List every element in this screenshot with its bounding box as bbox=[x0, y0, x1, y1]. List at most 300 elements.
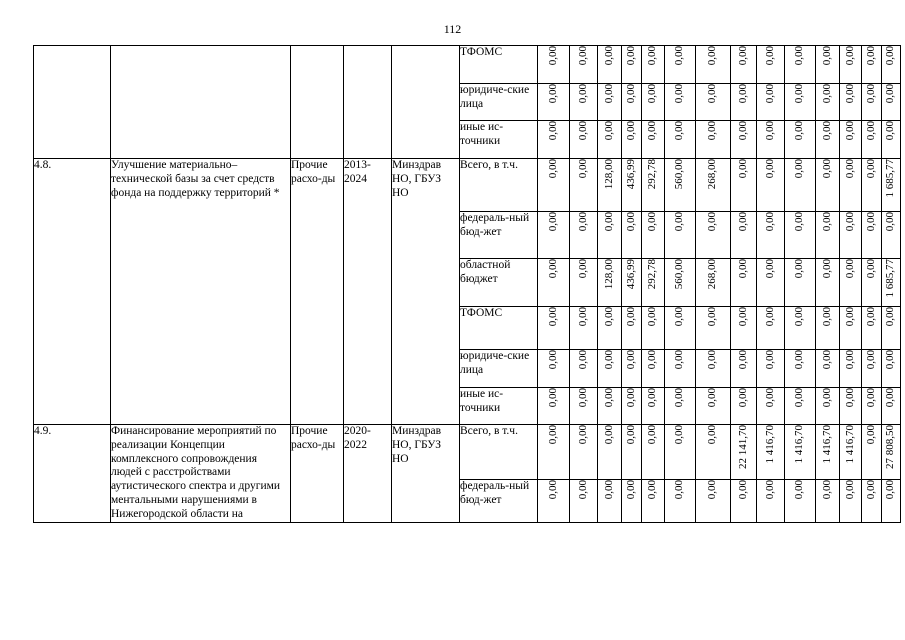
value-text: 1 685,77 bbox=[884, 259, 897, 298]
value-text: 22 141,70 bbox=[736, 425, 749, 469]
value-cell bbox=[882, 46, 901, 84]
value-cell bbox=[882, 259, 901, 307]
value-cell bbox=[785, 259, 816, 307]
value-text: 0,00 bbox=[546, 84, 559, 104]
table-row bbox=[34, 425, 901, 480]
value-text: 0,00 bbox=[546, 121, 559, 141]
value-cell bbox=[882, 212, 901, 259]
value-cell bbox=[622, 480, 642, 523]
item-number: 4.8. bbox=[34, 159, 111, 425]
value-text: 0,00 bbox=[546, 480, 559, 500]
value-text: 0,00 bbox=[624, 388, 637, 408]
value-text: 0,00 bbox=[843, 46, 856, 66]
value-text: 0,00 bbox=[673, 480, 686, 500]
value-cell bbox=[622, 350, 642, 388]
value-cell bbox=[538, 425, 570, 480]
value-text: 0,00 bbox=[602, 212, 615, 232]
budget-table bbox=[33, 45, 901, 523]
value-cell bbox=[757, 159, 785, 212]
value-text: 268,00 bbox=[706, 259, 719, 290]
value-cell bbox=[598, 388, 622, 425]
value-cell bbox=[665, 388, 696, 425]
value-text: 0,00 bbox=[820, 84, 833, 104]
value-text: 0,00 bbox=[673, 212, 686, 232]
value-cell bbox=[570, 84, 598, 121]
value-cell bbox=[696, 425, 731, 480]
value-text: 0,00 bbox=[602, 84, 615, 104]
funding-source: областной бюджет bbox=[460, 259, 538, 307]
value-text: 0,00 bbox=[602, 480, 615, 500]
value-text: 0,00 bbox=[843, 121, 856, 141]
value-cell bbox=[538, 159, 570, 212]
value-cell bbox=[862, 159, 882, 212]
value-text: 0,00 bbox=[576, 159, 589, 179]
item-name: Финансирование мероприятий по реализации Концепции комплексного сопровождения людей с расстройствами аутистического спектра и другими ментальными нарушениями в Нижегородской области на bbox=[111, 425, 291, 523]
value-cell bbox=[862, 46, 882, 84]
value-cell bbox=[570, 212, 598, 259]
value-cell bbox=[570, 350, 598, 388]
value-text: 0,00 bbox=[576, 84, 589, 104]
value-cell bbox=[598, 480, 622, 523]
value-cell bbox=[862, 212, 882, 259]
value-cell bbox=[785, 480, 816, 523]
value-text: 0,00 bbox=[546, 350, 559, 370]
value-cell bbox=[862, 350, 882, 388]
value-text: 0,00 bbox=[736, 388, 749, 408]
value-text: 0,00 bbox=[706, 480, 719, 500]
value-cell bbox=[665, 307, 696, 350]
page-number: 112 bbox=[443, 22, 462, 36]
value-cell bbox=[696, 388, 731, 425]
value-text: 0,00 bbox=[736, 212, 749, 232]
value-text: 0,00 bbox=[820, 259, 833, 279]
value-cell bbox=[840, 159, 862, 212]
value-text: 0,00 bbox=[793, 212, 806, 232]
value-cell bbox=[598, 212, 622, 259]
value-cell bbox=[816, 84, 840, 121]
value-cell bbox=[665, 159, 696, 212]
value-text: 0,00 bbox=[602, 425, 615, 445]
value-cell bbox=[538, 46, 570, 84]
value-text: 0,00 bbox=[624, 480, 637, 500]
value-text: 0,00 bbox=[884, 212, 897, 232]
value-cell bbox=[785, 46, 816, 84]
value-cell bbox=[642, 46, 665, 84]
item-executor: Минздрав НО, ГБУЗ НО bbox=[392, 425, 460, 523]
value-text: 0,00 bbox=[793, 259, 806, 279]
value-text: 436,99 bbox=[624, 159, 637, 190]
value-text: 128,00 bbox=[602, 259, 615, 290]
value-text: 0,00 bbox=[820, 121, 833, 141]
funding-source: ТФОМС bbox=[460, 46, 538, 84]
value-text: 0,00 bbox=[706, 388, 719, 408]
value-text: 0,00 bbox=[646, 121, 659, 141]
value-cell bbox=[882, 425, 901, 480]
value-text: 0,00 bbox=[843, 259, 856, 279]
value-text: 0,00 bbox=[763, 84, 776, 104]
value-text: 0,00 bbox=[820, 388, 833, 408]
value-cell bbox=[840, 259, 862, 307]
value-cell bbox=[642, 480, 665, 523]
value-text: 0,00 bbox=[736, 480, 749, 500]
item-period: 2013-2024 bbox=[344, 159, 392, 425]
value-cell bbox=[570, 46, 598, 84]
funding-source: иные ис-точники bbox=[460, 388, 538, 425]
value-text: 0,00 bbox=[736, 159, 749, 179]
value-text: 0,00 bbox=[820, 480, 833, 500]
value-text: 0,00 bbox=[624, 307, 637, 327]
item-number-cell bbox=[34, 46, 111, 159]
value-text: 0,00 bbox=[884, 307, 897, 327]
value-text: 0,00 bbox=[763, 350, 776, 370]
value-cell bbox=[731, 259, 757, 307]
value-text: 0,00 bbox=[602, 388, 615, 408]
value-cell bbox=[570, 121, 598, 159]
item-name-cell bbox=[111, 46, 291, 159]
value-text: 0,00 bbox=[706, 425, 719, 445]
value-text: 0,00 bbox=[624, 212, 637, 232]
value-text: 0,00 bbox=[763, 46, 776, 66]
value-text: 0,00 bbox=[576, 388, 589, 408]
value-cell bbox=[840, 46, 862, 84]
item-name: Улучшение материально–технической базы за счет средств фонда на поддержку территорий * bbox=[111, 159, 291, 425]
value-text: 0,00 bbox=[546, 46, 559, 66]
funding-source: Всего, в т.ч. bbox=[460, 425, 538, 480]
value-cell bbox=[816, 212, 840, 259]
value-text: 0,00 bbox=[624, 350, 637, 370]
value-cell bbox=[882, 121, 901, 159]
value-cell bbox=[598, 307, 622, 350]
value-text: 128,00 bbox=[602, 159, 615, 190]
value-cell bbox=[862, 259, 882, 307]
value-cell bbox=[538, 212, 570, 259]
value-cell bbox=[696, 307, 731, 350]
value-text: 0,00 bbox=[736, 350, 749, 370]
value-text: 0,00 bbox=[793, 480, 806, 500]
value-text: 0,00 bbox=[546, 388, 559, 408]
value-cell bbox=[696, 84, 731, 121]
value-text: 0,00 bbox=[706, 307, 719, 327]
value-text: 0,00 bbox=[864, 259, 877, 279]
value-text: 0,00 bbox=[793, 159, 806, 179]
value-text: 1 685,77 bbox=[884, 159, 897, 198]
value-cell bbox=[731, 388, 757, 425]
value-cell bbox=[816, 388, 840, 425]
value-text: 0,00 bbox=[736, 84, 749, 104]
value-cell bbox=[598, 425, 622, 480]
value-cell bbox=[622, 212, 642, 259]
value-cell bbox=[757, 259, 785, 307]
item-executor: Минздрав НО, ГБУЗ НО bbox=[392, 159, 460, 425]
value-text: 0,00 bbox=[793, 388, 806, 408]
value-cell bbox=[538, 259, 570, 307]
value-text: 0,00 bbox=[864, 425, 877, 445]
value-text: 0,00 bbox=[646, 480, 659, 500]
value-text: 292,78 bbox=[646, 259, 659, 290]
value-cell bbox=[785, 121, 816, 159]
value-cell bbox=[642, 212, 665, 259]
value-text: 0,00 bbox=[864, 350, 877, 370]
value-text: 0,00 bbox=[843, 388, 856, 408]
value-cell bbox=[840, 121, 862, 159]
value-cell bbox=[862, 480, 882, 523]
value-cell bbox=[757, 84, 785, 121]
funding-source: юридиче-ские лица bbox=[460, 84, 538, 121]
value-cell bbox=[622, 425, 642, 480]
value-text: 0,00 bbox=[793, 46, 806, 66]
value-text: 1 416,70 bbox=[843, 425, 856, 464]
value-cell bbox=[538, 388, 570, 425]
value-cell bbox=[731, 84, 757, 121]
value-text: 0,00 bbox=[624, 121, 637, 141]
value-text: 0,00 bbox=[864, 307, 877, 327]
value-text: 0,00 bbox=[864, 212, 877, 232]
value-text: 0,00 bbox=[646, 212, 659, 232]
value-cell bbox=[598, 259, 622, 307]
value-cell bbox=[642, 425, 665, 480]
value-cell bbox=[862, 84, 882, 121]
value-text: 0,00 bbox=[843, 480, 856, 500]
value-cell bbox=[538, 121, 570, 159]
value-text: 0,00 bbox=[843, 84, 856, 104]
value-cell bbox=[882, 307, 901, 350]
value-cell bbox=[816, 480, 840, 523]
value-text: 0,00 bbox=[646, 307, 659, 327]
value-cell bbox=[862, 121, 882, 159]
value-text: 0,00 bbox=[602, 46, 615, 66]
value-cell bbox=[622, 307, 642, 350]
value-cell bbox=[731, 212, 757, 259]
value-text: 0,00 bbox=[706, 46, 719, 66]
value-cell bbox=[882, 159, 901, 212]
value-cell bbox=[862, 388, 882, 425]
value-text: 0,00 bbox=[546, 159, 559, 179]
value-cell bbox=[665, 212, 696, 259]
value-text: 0,00 bbox=[793, 84, 806, 104]
value-text: 0,00 bbox=[843, 159, 856, 179]
value-cell bbox=[665, 121, 696, 159]
value-text: 0,00 bbox=[884, 121, 897, 141]
value-cell bbox=[696, 159, 731, 212]
table-row bbox=[34, 46, 901, 84]
value-text: 0,00 bbox=[646, 84, 659, 104]
value-cell bbox=[816, 259, 840, 307]
value-cell bbox=[538, 307, 570, 350]
value-text: 436,99 bbox=[624, 259, 637, 290]
value-text: 0,00 bbox=[763, 480, 776, 500]
value-text: 0,00 bbox=[864, 46, 877, 66]
value-cell bbox=[840, 425, 862, 480]
value-text: 0,00 bbox=[864, 159, 877, 179]
value-cell bbox=[731, 121, 757, 159]
value-cell bbox=[570, 307, 598, 350]
value-cell bbox=[785, 425, 816, 480]
value-text: 0,00 bbox=[736, 259, 749, 279]
value-cell bbox=[570, 388, 598, 425]
value-text: 0,00 bbox=[736, 307, 749, 327]
value-cell bbox=[538, 350, 570, 388]
funding-source: ТФОМС bbox=[460, 307, 538, 350]
value-text: 0,00 bbox=[864, 84, 877, 104]
value-cell bbox=[785, 212, 816, 259]
value-cell bbox=[570, 259, 598, 307]
value-cell bbox=[816, 350, 840, 388]
value-text: 1 416,70 bbox=[793, 425, 806, 464]
value-text: 0,00 bbox=[864, 480, 877, 500]
value-cell bbox=[882, 350, 901, 388]
funding-source: иные ис-точники bbox=[460, 121, 538, 159]
value-text: 0,00 bbox=[576, 350, 589, 370]
value-cell bbox=[731, 350, 757, 388]
value-text: 0,00 bbox=[706, 121, 719, 141]
value-cell bbox=[622, 388, 642, 425]
value-cell bbox=[665, 84, 696, 121]
value-text: 0,00 bbox=[706, 84, 719, 104]
value-text: 0,00 bbox=[843, 350, 856, 370]
value-cell bbox=[570, 480, 598, 523]
value-text: 0,00 bbox=[546, 212, 559, 232]
value-cell bbox=[570, 159, 598, 212]
value-text: 268,00 bbox=[706, 159, 719, 190]
value-text: 0,00 bbox=[793, 307, 806, 327]
value-cell bbox=[840, 388, 862, 425]
value-text: 0,00 bbox=[706, 350, 719, 370]
value-text: 1 416,70 bbox=[820, 425, 833, 464]
value-text: 560,00 bbox=[673, 259, 686, 290]
value-text: 0,00 bbox=[884, 388, 897, 408]
value-text: 0,00 bbox=[646, 425, 659, 445]
item-period-cell bbox=[344, 46, 392, 159]
value-cell bbox=[785, 159, 816, 212]
value-text: 0,00 bbox=[673, 46, 686, 66]
value-cell bbox=[665, 259, 696, 307]
value-cell bbox=[696, 212, 731, 259]
value-cell bbox=[731, 46, 757, 84]
value-cell bbox=[816, 46, 840, 84]
value-cell bbox=[538, 480, 570, 523]
value-cell bbox=[598, 84, 622, 121]
value-cell bbox=[665, 480, 696, 523]
value-text: 0,00 bbox=[884, 46, 897, 66]
value-text: 0,00 bbox=[624, 425, 637, 445]
item-executor-cell bbox=[392, 46, 460, 159]
value-text: 0,00 bbox=[673, 307, 686, 327]
value-cell bbox=[696, 350, 731, 388]
value-cell bbox=[598, 350, 622, 388]
funding-source: федераль-ный бюд-жет bbox=[460, 480, 538, 523]
value-cell bbox=[840, 350, 862, 388]
value-cell bbox=[882, 480, 901, 523]
value-cell bbox=[862, 307, 882, 350]
item-expense-cell bbox=[291, 46, 344, 159]
value-text: 0,00 bbox=[673, 121, 686, 141]
value-text: 0,00 bbox=[736, 46, 749, 66]
value-cell bbox=[840, 212, 862, 259]
value-cell bbox=[598, 159, 622, 212]
value-text: 0,00 bbox=[576, 480, 589, 500]
value-cell bbox=[622, 121, 642, 159]
value-cell bbox=[622, 84, 642, 121]
value-text: 0,00 bbox=[646, 46, 659, 66]
value-text: 0,00 bbox=[546, 425, 559, 445]
value-cell bbox=[816, 121, 840, 159]
funding-source: юридиче-ские лица bbox=[460, 350, 538, 388]
value-text: 0,00 bbox=[763, 159, 776, 179]
value-text: 0,00 bbox=[884, 350, 897, 370]
value-text: 0,00 bbox=[673, 425, 686, 445]
value-text: 0,00 bbox=[884, 480, 897, 500]
value-cell bbox=[622, 46, 642, 84]
value-cell bbox=[622, 159, 642, 212]
value-cell bbox=[696, 46, 731, 84]
value-text: 292,78 bbox=[646, 159, 659, 190]
item-expense-type: Прочие расхо-ды bbox=[291, 159, 344, 425]
value-cell bbox=[731, 480, 757, 523]
value-cell bbox=[757, 46, 785, 84]
value-text: 0,00 bbox=[763, 388, 776, 408]
value-text: 0,00 bbox=[820, 212, 833, 232]
value-text: 0,00 bbox=[576, 307, 589, 327]
value-cell bbox=[840, 307, 862, 350]
value-cell bbox=[862, 425, 882, 480]
value-text: 0,00 bbox=[624, 84, 637, 104]
value-text: 0,00 bbox=[820, 46, 833, 66]
value-text: 0,00 bbox=[763, 121, 776, 141]
value-text: 0,00 bbox=[736, 121, 749, 141]
value-text: 0,00 bbox=[646, 388, 659, 408]
value-text: 0,00 bbox=[864, 121, 877, 141]
value-cell bbox=[816, 307, 840, 350]
value-cell bbox=[757, 425, 785, 480]
value-text: 0,00 bbox=[673, 350, 686, 370]
item-period: 2020-2022 bbox=[344, 425, 392, 523]
value-cell bbox=[665, 425, 696, 480]
value-cell bbox=[642, 307, 665, 350]
value-cell bbox=[785, 307, 816, 350]
value-cell bbox=[642, 159, 665, 212]
value-cell bbox=[757, 121, 785, 159]
value-cell bbox=[642, 84, 665, 121]
value-cell bbox=[757, 480, 785, 523]
value-cell bbox=[840, 480, 862, 523]
value-text: 0,00 bbox=[864, 388, 877, 408]
value-text: 0,00 bbox=[576, 212, 589, 232]
value-text: 0,00 bbox=[576, 259, 589, 279]
value-text: 0,00 bbox=[576, 46, 589, 66]
item-expense-type: Прочие расхо-ды bbox=[291, 425, 344, 523]
funding-source: Всего, в т.ч. bbox=[460, 159, 538, 212]
value-cell bbox=[696, 259, 731, 307]
value-text: 0,00 bbox=[546, 307, 559, 327]
value-cell bbox=[731, 425, 757, 480]
value-text: 0,00 bbox=[602, 121, 615, 141]
value-cell bbox=[757, 307, 785, 350]
value-text: 0,00 bbox=[602, 307, 615, 327]
value-cell bbox=[757, 388, 785, 425]
value-text: 0,00 bbox=[763, 212, 776, 232]
value-cell bbox=[731, 307, 757, 350]
value-text: 0,00 bbox=[706, 212, 719, 232]
value-text: 0,00 bbox=[820, 350, 833, 370]
value-cell bbox=[816, 425, 840, 480]
item-number: 4.9. bbox=[34, 425, 111, 523]
value-text: 0,00 bbox=[576, 425, 589, 445]
value-text: 27 808,50 bbox=[884, 425, 897, 469]
value-cell bbox=[757, 212, 785, 259]
value-text: 0,00 bbox=[884, 84, 897, 104]
value-text: 0,00 bbox=[763, 307, 776, 327]
value-text: 560,00 bbox=[673, 159, 686, 190]
